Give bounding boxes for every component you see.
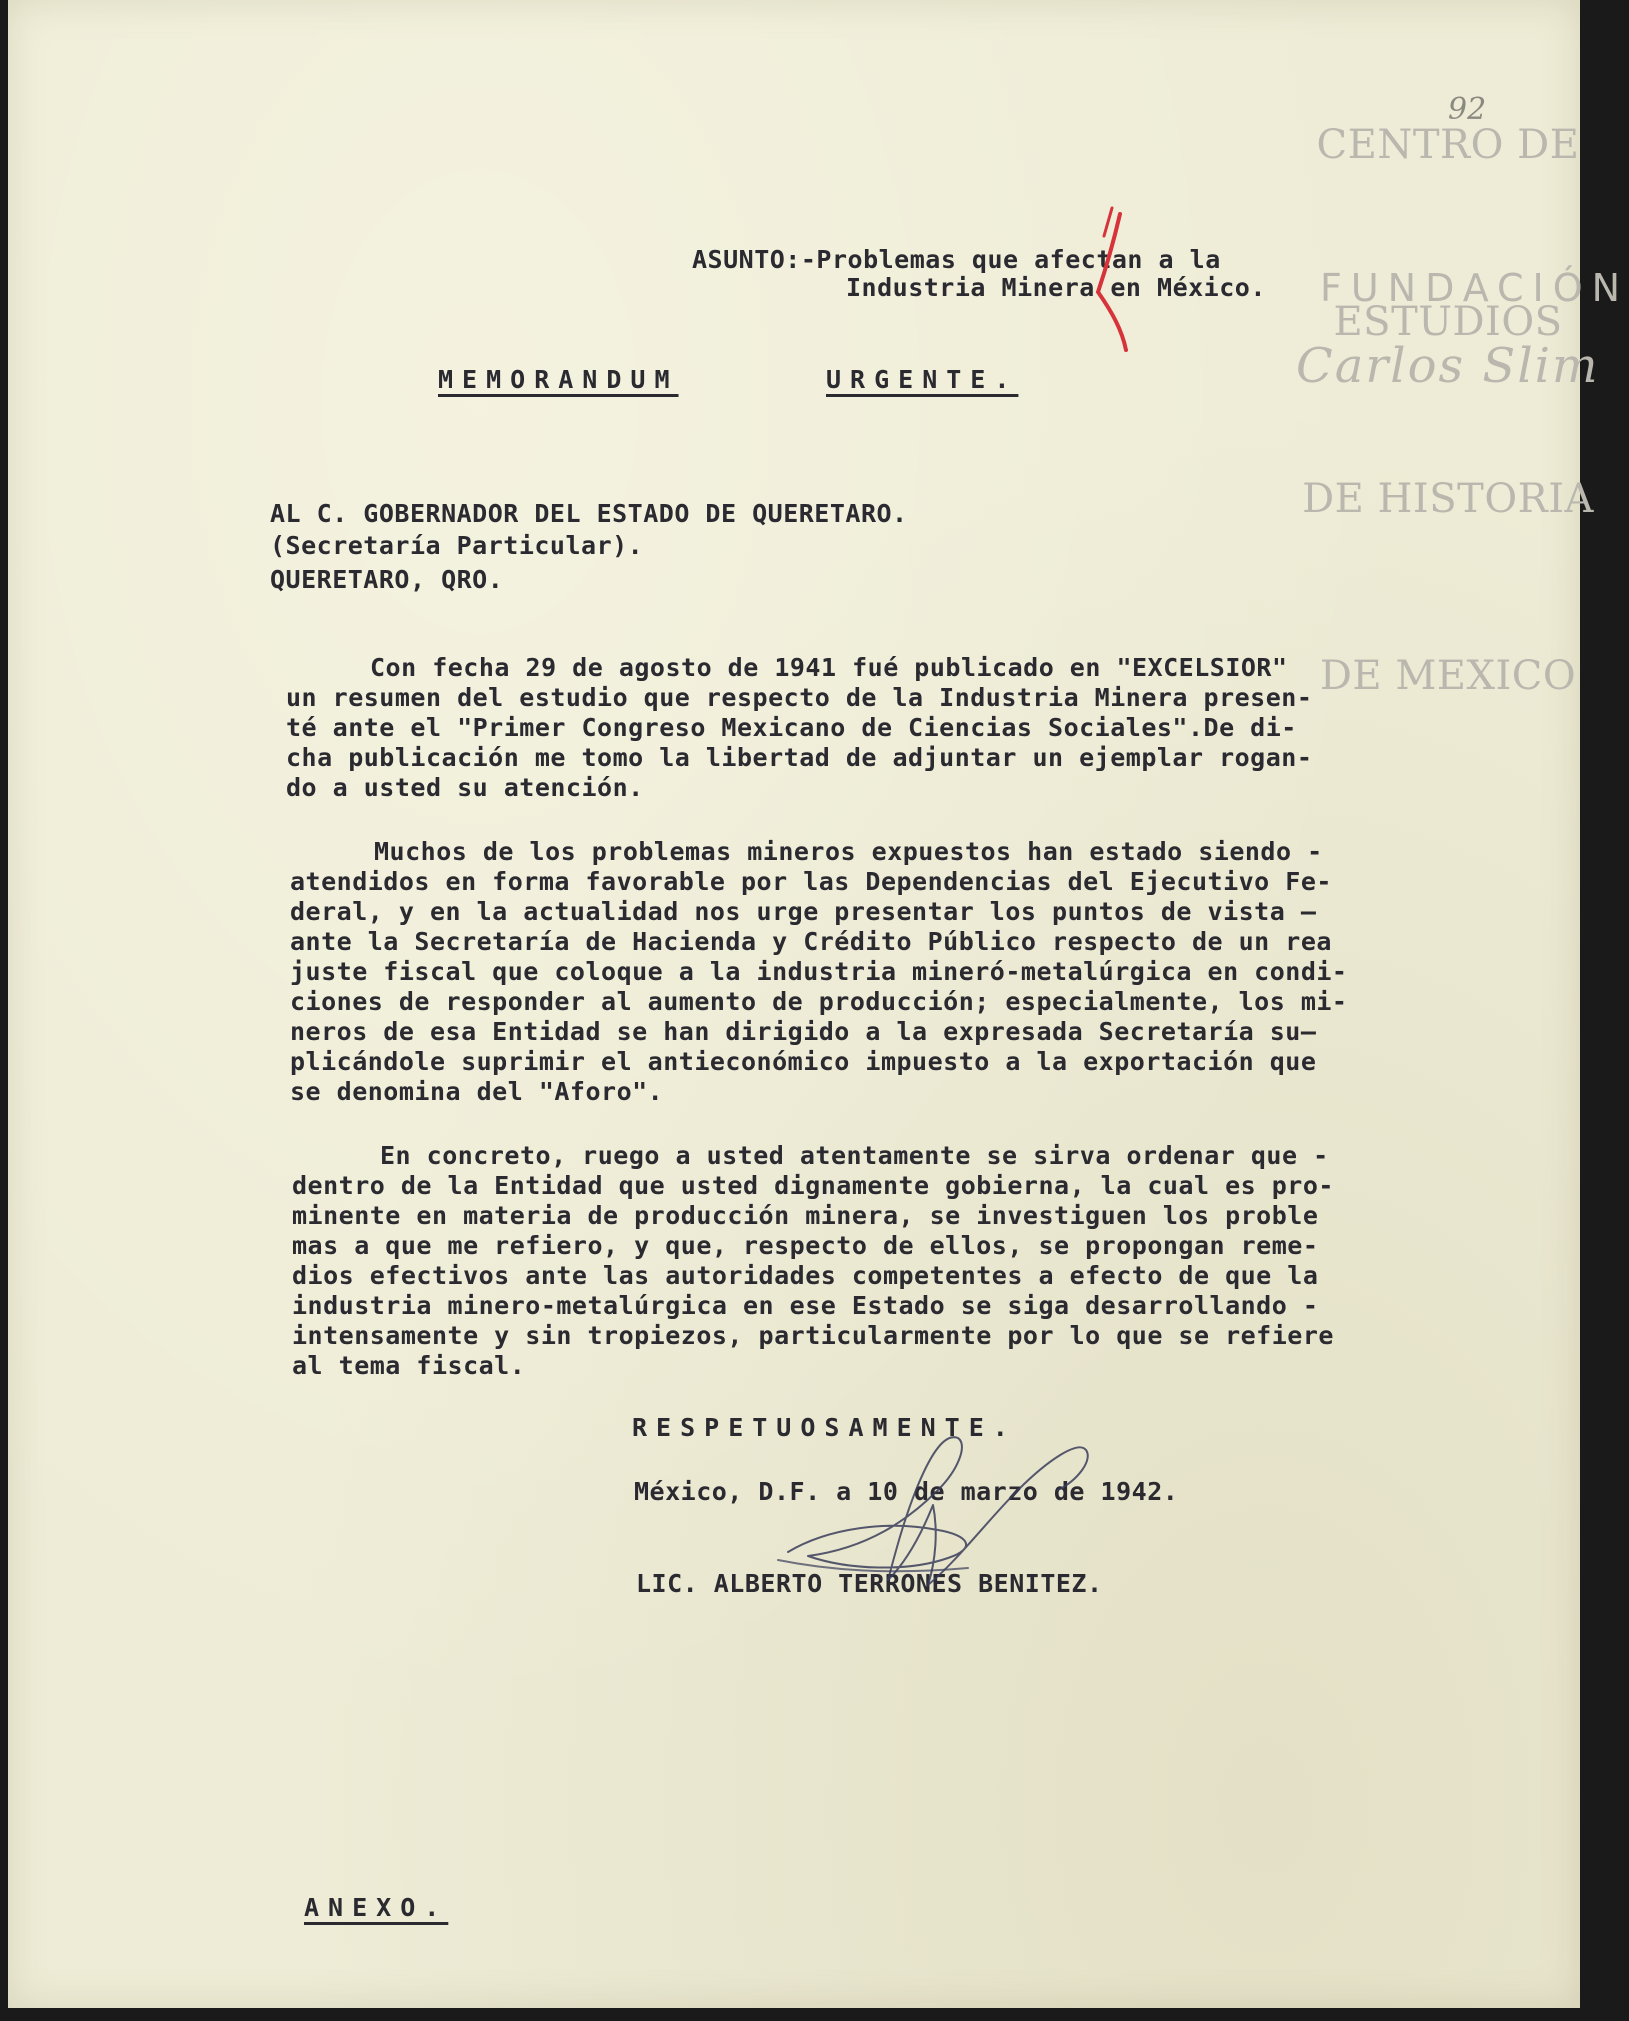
body-paragraph-2-line: se denomina del "Aforo". xyxy=(290,1077,664,1106)
closing-place-date: México, D.F. a 10 de marzo de 1942. xyxy=(634,1477,1179,1506)
hand-marks xyxy=(8,0,1580,2008)
memo-title-word-2: URGENTE. xyxy=(826,365,1019,394)
watermark-line: ESTUDIOS xyxy=(1333,299,1563,345)
body-paragraph-3-line: dios efectivos ante las autoridades competentes a efecto de que la xyxy=(292,1261,1319,1290)
body-paragraph-2-line: ciones de responder al aumento de producción; especialmente, los mi- xyxy=(290,987,1348,1016)
closing-signatory: LIC. ALBERTO TERRONES BENITEZ. xyxy=(636,1569,1103,1598)
archive-mark: 92 xyxy=(1448,92,1487,127)
subject-line-1: ASUNTO:-Problemas que afectan a la xyxy=(692,245,1221,274)
body-paragraph-3-line: mas a que me refiero, y que, respecto de ellos, se propongan reme- xyxy=(292,1231,1319,1260)
body-paragraph-2-line: atendidos en forma favorable por las Dependencias del Ejecutivo Fe- xyxy=(290,867,1332,896)
body-paragraph-1-line: do a usted su atención. xyxy=(286,773,644,802)
body-paragraph-1-line: un resumen del estudio que respecto de la Industria Minera presen- xyxy=(286,683,1313,712)
watermark-line: CENTRO DE xyxy=(1316,122,1580,168)
red-pencil-stroke xyxy=(1104,208,1112,236)
red-pencil-stroke xyxy=(1098,214,1126,350)
body-paragraph-1-line: Con fecha 29 de agosto de 1941 fué publicado en "EXCELSIOR" xyxy=(370,653,1288,682)
body-paragraph-2-line: deral, y en la actualidad nos urge presentar los puntos de vista — xyxy=(290,897,1317,926)
body-paragraph-2-line: juste fiscal que coloque a la industria mineró-metalúrgica en condi- xyxy=(290,957,1348,986)
body-paragraph-1-line: cha publicación me tomo la libertad de adjuntar un ejemplar rogan- xyxy=(286,743,1313,772)
addressee-line-3: QUERETARO, QRO. xyxy=(270,565,504,594)
watermark-foundation: FUNDACIÓN xyxy=(1320,266,1629,310)
body-paragraph-3-line: industria minero-metalúrgica en ese Estado se siga desarrollando - xyxy=(292,1291,1319,1320)
body-paragraph-3-line: En concreto, ruego a usted atentamente se sirva ordenar que - xyxy=(380,1141,1329,1170)
body-paragraph-3-line: al tema fiscal. xyxy=(292,1351,526,1380)
body-paragraph-2-line: neros de esa Entidad se han dirigido a la expresada Secretaría su— xyxy=(290,1017,1317,1046)
annex-label: ANEXO. xyxy=(304,1893,449,1922)
body-paragraph-3-line: dentro de la Entidad que usted dignamente gobierna, la cual es pro- xyxy=(292,1171,1334,1200)
body-paragraph-3-line: intensamente y sin tropiezos, particularmente por lo que se refiere xyxy=(292,1321,1334,1350)
body-paragraph-2-line: Muchos de los problemas mineros expuestos han estado siendo - xyxy=(374,837,1323,866)
watermark-line: DE MEXICO xyxy=(1319,653,1577,699)
body-paragraph-2-line: ante la Secretaría de Hacienda y Crédito Público respecto de un rea xyxy=(290,927,1332,956)
body-paragraph-3-line: minente en materia de producción minera, se investiguen los proble xyxy=(292,1201,1319,1230)
signature-icon xyxy=(788,1437,1088,1585)
closing-salutation: RESPETUOSAMENTE. xyxy=(632,1413,1017,1442)
watermark-line: DE HISTORIA xyxy=(1302,476,1594,522)
document-page xyxy=(8,0,1629,2008)
addressee-line-1: AL C. GOBERNADOR DEL ESTADO DE QUERETARO. xyxy=(270,499,908,528)
addressee-line-2: (Secretaría Particular). xyxy=(270,531,644,560)
body-paragraph-2-line: plicándole suprimir el antieconómico impuesto a la exportación que xyxy=(290,1047,1317,1076)
body-paragraph-1-line: té ante el "Primer Congreso Mexicano de Ciencias Sociales".De di- xyxy=(286,713,1297,742)
subject-line-2: Industria Minera en México. xyxy=(846,273,1266,302)
watermark-signature: Carlos Slim xyxy=(1296,338,1600,394)
memo-title-word-1: MEMORANDUM xyxy=(438,365,679,394)
